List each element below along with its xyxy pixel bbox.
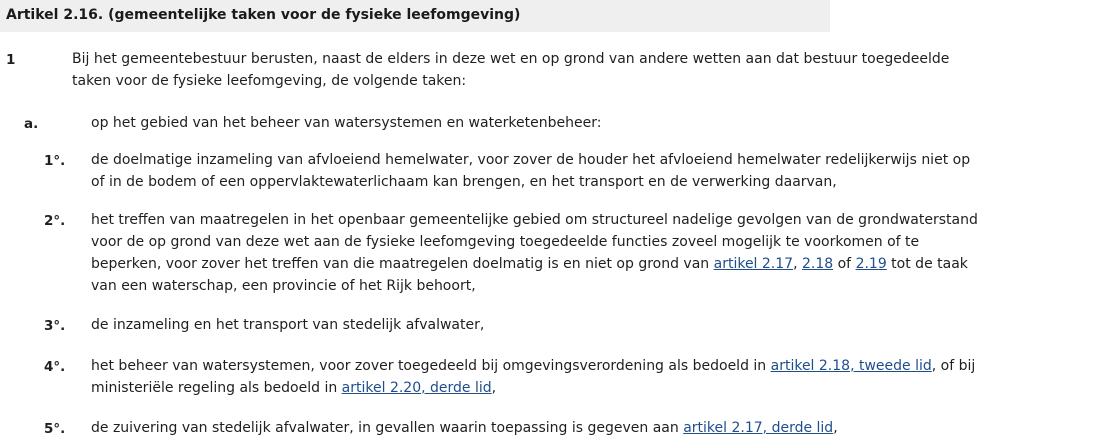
item-text-line [91, 253, 968, 275]
item-text-segment: tot de taak [886, 256, 968, 272]
link-artikel-2-18-tweede-lid[interactable]: artikel 2.18, tweede lid [770, 358, 932, 374]
item-text-line: of in de bodem of een oppervlaktewaterlichaam kan brengen, en het transport en de verwerking daarvan, [91, 174, 837, 190]
item-text-line: de inzameling en het transport van stedelijk afvalwater, [91, 317, 485, 333]
item-text-segment: ministeriële regeling als bedoeld in [91, 380, 342, 396]
sub-text-a: op het gebied van het beheer van watersystemen en waterketenbeheer: [91, 115, 602, 131]
article-title: Artikel 2.16. (gemeentelijke taken voor de fysieke leefomgeving) [0, 0, 830, 32]
item-text-line: het treffen van maatregelen in het openbaar gemeentelijke gebied om structureel nadelige gevolgen van de grondwaterstand [91, 212, 978, 228]
item-text-line [91, 377, 496, 399]
item-text-line: de doelmatige inzameling van afvloeiend hemelwater, voor zover de houder het afvloeiend hemelwater redelijkerwijs niet op [91, 152, 971, 168]
paragraph-text-line: taken voor de fysieke leefomgeving, de volgende taken: [72, 73, 467, 89]
link-artikel-2-17-derde-lid[interactable]: artikel 2.17, derde lid [683, 420, 834, 436]
link-artikel-2-19[interactable]: 2.19 [855, 256, 887, 272]
item-text-line: van een waterschap, een provincie of het Rijk behoort, [91, 278, 476, 294]
item-text-line [91, 417, 838, 439]
item-text-line: voor de op grond van deze wet aan de fysieke leefomgeving toegedeelde functies zoveel mogelijk te voorkomen of te [91, 234, 920, 250]
item-text-line [91, 355, 975, 377]
item-text-segment: , of bij [931, 358, 976, 374]
sub-label-a: a. [24, 116, 39, 132]
item-text-segment: of [833, 256, 856, 272]
item-label-1: 1°. [44, 153, 66, 169]
item-label-5: 5°. [44, 421, 66, 437]
link-artikel-2-18[interactable]: 2.18 [801, 256, 834, 272]
link-artikel-2-20-derde-lid[interactable]: artikel 2.20, derde lid [341, 380, 492, 396]
link-artikel-2-17[interactable]: artikel 2.17 [713, 256, 794, 272]
item-label-4: 4°. [44, 359, 66, 375]
item-text-segment: , [793, 256, 802, 272]
item-label-3: 3°. [44, 318, 66, 334]
item-text-segment: , [491, 380, 497, 396]
item-text-segment: de zuivering van stedelijk afvalwater, in gevallen waarin toepassing is gegeven aan [91, 420, 684, 436]
item-text-segment: beperken, voor zover het treffen van die maatregelen doelmatig is en niet op grond van [91, 256, 714, 272]
paragraph-number: 1 [6, 52, 16, 68]
item-text-segment: het beheer van watersystemen, voor zover toegedeeld bij omgevingsverordening als bedoeld in [91, 358, 771, 374]
paragraph-text-line: Bij het gemeentebestuur berusten, naast de elders in deze wet en op grond van andere wetten aan dat bestuur toegedeelde [72, 51, 950, 67]
item-text-segment: , [833, 420, 838, 436]
item-label-2: 2°. [44, 213, 66, 229]
